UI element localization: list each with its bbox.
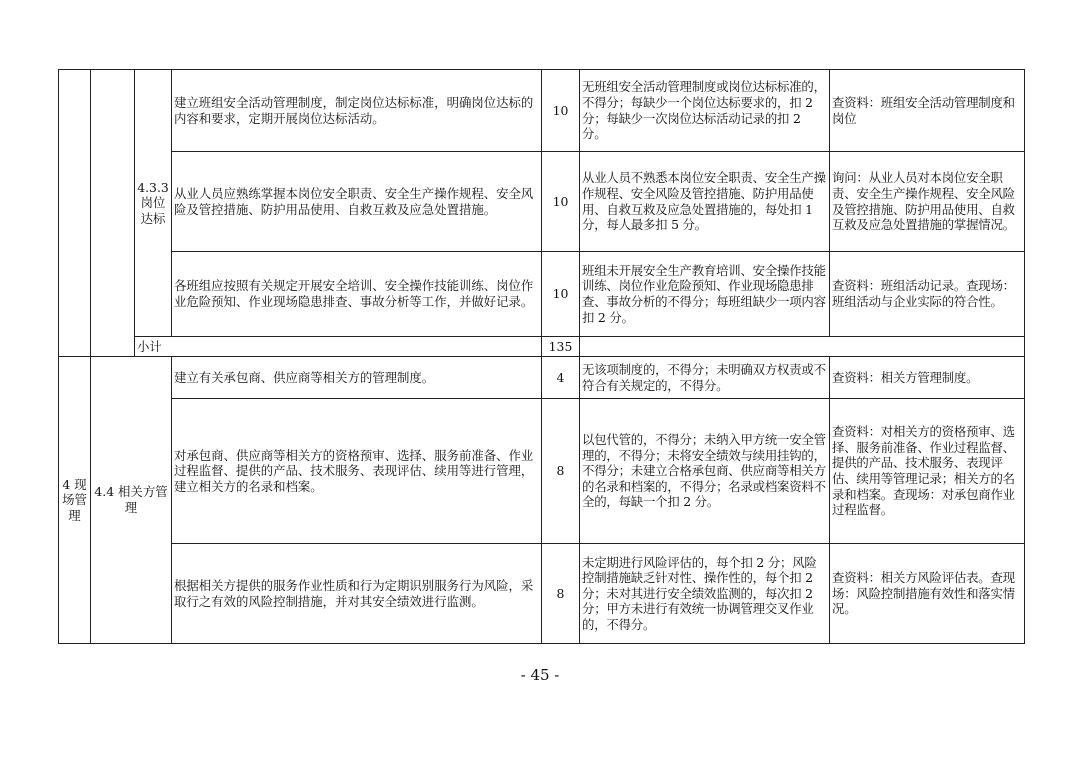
table-row (59, 357, 1025, 399)
score-cell: 10 (542, 152, 580, 252)
element-cell-top (91, 70, 135, 357)
requirement-cell: 各班组应按照有关规定开展安全培训、安全操作技能训练、岗位作业危险预知、作业现场隐患排查、事故分析等工作，并做好记录。 (172, 252, 542, 337)
score-cell: 8 (542, 399, 580, 544)
subtotal-empty (580, 337, 1025, 357)
criteria-cell: 班组未开展安全生产教育培训、安全操作技能训练、岗位作业危险预知、作业现场隐患排查、事故分析的不得分；每班组缺少一项内容扣 2 分。 (580, 252, 830, 337)
score-cell: 10 (542, 252, 580, 337)
subtotal-label: 小计 (135, 337, 542, 357)
subtotal-value: 135 (542, 337, 580, 357)
item-cell-4-3-3: 4.3.3 岗位达标 (135, 70, 172, 337)
page-number: - 45 - (520, 666, 560, 684)
method-cell: 查资料：班组安全活动管理制度和岗位 (830, 70, 1025, 152)
method-cell: 查资料：班组活动记录。查现场：班组活动与企业实际的符合性。 (830, 252, 1025, 337)
score-cell: 4 (542, 357, 580, 399)
criteria-cell: 无该项制度的，不得分；未明确双方权责或不符合有关规定的，不得分。 (580, 357, 830, 399)
criteria-cell: 无班组安全活动管理制度或岗位达标标准的，不得分；每缺少一个岗位达标要求的，扣 2 分；每缺少一次岗位达标活动记录的扣 2 分。 (580, 70, 830, 152)
table-row (59, 399, 1025, 544)
criteria-cell: 未定期进行风险评估的，每个扣 2 分；风险控制措施缺乏针对性、操作性的，每个扣 2 分；未对其进行安全绩效监测的，每次扣 2 分；甲方未进行有效统一协调管理交叉作业的，不得分。 (580, 544, 830, 644)
requirement-cell: 建立有关承包商、供应商等相关方的管理制度。 (172, 357, 542, 399)
table-row (59, 544, 1025, 644)
requirement-cell: 对承包商、供应商等相关方的资格预审、选择、服务前准备、作业过程监督、提供的产品、技术服务、表现评估、续用等进行管理，建立相关方的名录和档案。 (172, 399, 542, 544)
table-row (59, 152, 1025, 252)
method-cell: 询问：从业人员对本岗位安全职责、安全生产操作规程、安全风险及管控措施、防护用品使用、自救互救及应急处置措施的掌握情况。 (830, 152, 1025, 252)
score-cell: 10 (542, 70, 580, 152)
method-cell: 查资料：对相关方的资格预审、选择、服务前准备、作业过程监督、提供的产品、技术服务、表现评估、续用等管理记录；相关方的名录和档案。查现场：对承包商作业过程监督。 (830, 399, 1025, 544)
criteria-cell: 以包代管的，不得分；未纳入甲方统一安全管理的，不得分；未将安全绩效与续用挂钩的，不得分；未建立合格承包商、供应商等相关方的名录和档案的，不得分；名录或档案资料不全的，每缺一个扣 2 分。 (580, 399, 830, 544)
method-cell: 查资料：相关方风险评估表。查现场：风险控制措施有效性和落实情况。 (830, 544, 1025, 644)
requirement-cell: 从业人员应熟练掌握本岗位安全职责、安全生产操作规程、安全风险及管控措施、防护用品使用、自救互救及应急处置措施。 (172, 152, 542, 252)
category-cell-4: 4 现场管理 (59, 357, 91, 644)
evaluation-table (58, 69, 1025, 644)
score-cell: 8 (542, 544, 580, 644)
requirement-cell: 建立班组安全活动管理制度，制定岗位达标标准，明确岗位达标的内容和要求，定期开展岗位达标活动。 (172, 70, 542, 152)
item-cell-4-4: 4.4 相关方管理 (91, 357, 172, 644)
category-cell-top (59, 70, 91, 357)
table-row (59, 70, 1025, 152)
criteria-cell: 从业人员不熟悉本岗位安全职责、安全生产操作规程、安全风险及管控措施、防护用品使用、自救互救及应急处置措施的，每处扣 1 分，每人最多扣 5 分。 (580, 152, 830, 252)
subtotal-row (59, 337, 1025, 357)
method-cell: 查资料：相关方管理制度。 (830, 357, 1025, 399)
requirement-cell: 根据相关方提供的服务作业性质和行为定期识别服务行为风险，采取行之有效的风险控制措施，并对其安全绩效进行监测。 (172, 544, 542, 644)
table-row (59, 252, 1025, 337)
